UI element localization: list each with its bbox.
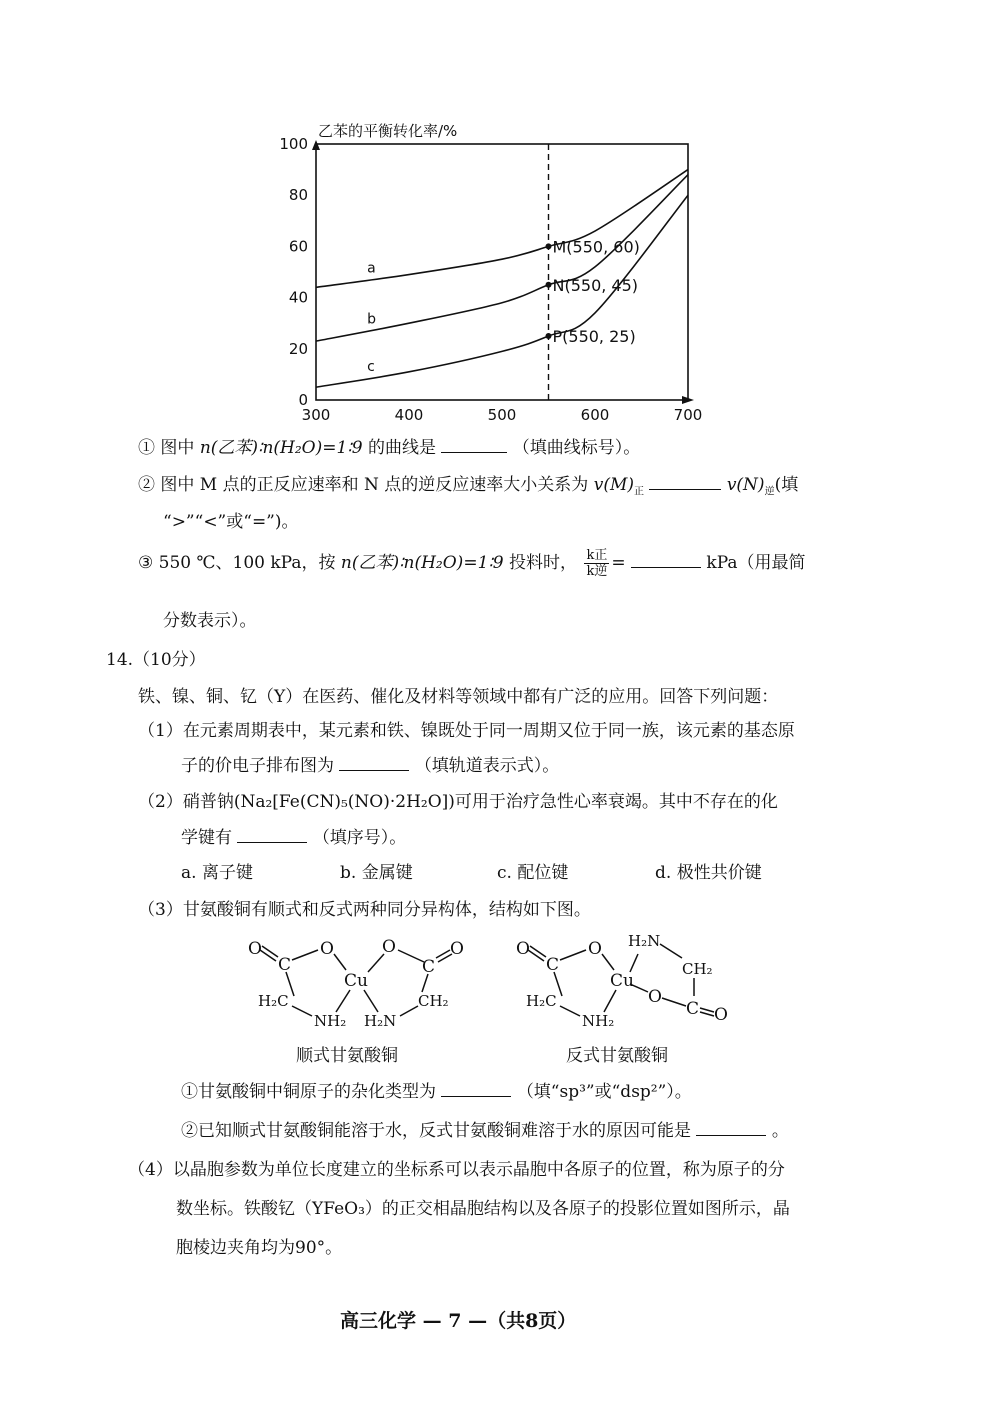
q13-part3-post: 投料时， [509, 553, 578, 573]
atom-Cu: Cu [344, 971, 368, 991]
atom-O: O [714, 1005, 728, 1025]
option-b: b. 金属键 [340, 863, 413, 883]
equals-sign: = [611, 553, 626, 573]
q14-s3-q2-post: 。 [771, 1121, 789, 1141]
y-tick-label: 100 [279, 135, 308, 153]
k-forward: k正 [586, 548, 608, 563]
x-tick-label: 400 [394, 406, 424, 424]
atom-O: O [320, 939, 334, 959]
y-tick-label: 0 [298, 391, 308, 409]
x-tick-label: 700 [673, 406, 703, 424]
q14-s3-q1 [181, 1077, 692, 1102]
q13-part3-pre: ③ 550 ℃、100 kPa，按 [138, 553, 336, 573]
y-tick-label: 40 [288, 288, 308, 307]
atom-C: C [686, 999, 700, 1019]
atom-C: C [422, 957, 436, 977]
q13-part1-ratio: n(乙苯)∶n(H₂O)=1∶9 [199, 438, 363, 458]
atom-O: O [516, 939, 530, 959]
q13-part2-tail: (填 [774, 475, 799, 495]
atom-O: O [382, 937, 396, 957]
point-label: M(550, 60) [552, 237, 640, 257]
q14-s4-line1: （4）以晶胞参数为单位长度建立的坐标系可以表示晶胞中各原子的位置，称为原子的分 [128, 1160, 785, 1180]
series-label-a: a [367, 260, 376, 277]
atom-C: C [546, 955, 560, 975]
k-reverse: k逆 [586, 564, 608, 579]
q14-s2-line2-pre: 学键有 [181, 828, 232, 848]
answer-blank[interactable] [339, 770, 409, 771]
option-a: a. 离子键 [181, 863, 253, 883]
cis-caption: 顺式甘氨酸铜 [296, 1046, 398, 1066]
q14-s3-q2 [181, 1116, 789, 1141]
atom-CH2: CH₂ [418, 992, 449, 1010]
conversion-chart [270, 112, 710, 434]
atom-CH2: CH₂ [682, 960, 713, 978]
atom-O: O [248, 939, 262, 959]
answer-blank[interactable] [441, 1096, 511, 1097]
point-label: P(550, 25) [552, 327, 636, 346]
option-d: d. 极性共价键 [655, 863, 762, 883]
q14-s3-line1: （3）甘氨酸铜有顺式和反式两种同分异构体，结构如下图。 [138, 900, 591, 920]
atom-H2N: H₂N [364, 1012, 397, 1030]
atom-C: C [278, 955, 292, 975]
q13-part1-pre: ① 图中 [138, 438, 195, 458]
y-tick-label: 60 [288, 237, 308, 256]
q14-header: 14.（10分） [106, 650, 206, 670]
q14-intro: 铁、镍、铜、钇（Y）在医药、催化及材料等领域中都有广泛的应用。回答下列问题： [138, 687, 779, 707]
answer-blank[interactable] [441, 452, 507, 453]
data-point [546, 282, 552, 288]
y-axis-arrow [312, 140, 320, 150]
q13-part3-line2: 分数表示）。 [163, 611, 257, 631]
q14-s2-line2-post: （填序号）。 [312, 828, 407, 848]
q14-s1-line2 [181, 751, 559, 776]
answer-blank[interactable] [696, 1135, 766, 1136]
q13-part1-post: 的曲线是 [367, 438, 436, 458]
q14-s3-q2-pre: ②已知顺式甘氨酸铜能溶于水，反式甘氨酸铜难溶于水的原因可能是 [181, 1121, 691, 1141]
x-tick-label: 600 [580, 406, 610, 424]
atom-H2C: H₂C [526, 992, 557, 1010]
x-tick-label: 500 [487, 406, 517, 424]
q13-part1-tail: （填曲线标号）。 [512, 438, 641, 458]
q14-s1-line2-pre: 子的价电子排布图为 [181, 756, 334, 776]
data-point [546, 333, 552, 339]
rate-sub-ni: 逆 [764, 486, 775, 498]
atom-O: O [450, 939, 464, 959]
q13-part2-pre: ② 图中 M 点的正反应速率和 N 点的逆反应速率大小关系为 [138, 475, 589, 495]
q13-part2 [138, 470, 798, 497]
atom-NH2: NH₂ [582, 1012, 615, 1030]
atom-O: O [648, 987, 662, 1007]
q14-s3-q1-pre: ①甘氨酸铜中铜原子的杂化类型为 [181, 1082, 436, 1102]
series-label-b: b [367, 311, 377, 328]
atom-NH2: NH₂ [314, 1012, 347, 1030]
option-c: c. 配位键 [497, 863, 569, 883]
q13-part2-line2: “>”“<”或“=”)。 [163, 512, 299, 532]
series-label-c: c [367, 358, 375, 375]
atom-O: O [588, 939, 602, 959]
q14-s1-line1: （1）在元素周期表中，某元素和铁、镍既处于同一周期又位于同一族，该元素的基态原 [138, 721, 795, 741]
rate-vn: v(N) [726, 475, 765, 495]
x-tick-label: 300 [301, 406, 331, 424]
answer-blank[interactable] [631, 567, 701, 568]
q14-s2-line2 [181, 823, 406, 848]
q14-s1-line2-post: （填轨道表示式）。 [414, 756, 560, 776]
trans-caption: 反式甘氨酸铜 [566, 1046, 668, 1066]
q13-part3-ratio: n(乙苯)∶n(H₂O)=1∶9 [340, 553, 504, 573]
rate-sub-zheng: 正 [634, 486, 644, 498]
q14-s4-line3: 胞棱边夹角均为90°。 [176, 1238, 343, 1258]
atom-H2N: H₂N [628, 932, 661, 950]
atom-H2C: H₂C [258, 992, 289, 1010]
page-footer: 高三化学 — 7 —（共8页） [340, 1310, 577, 1332]
q14-s4-line2: 数坐标。铁酸钇（YFeO₃）的正交相晶胞结构以及各原子的投影位置如图所示，晶 [176, 1199, 790, 1219]
y-tick-label: 20 [288, 339, 308, 358]
trans-glycinate-structure [510, 930, 740, 1030]
q13-part1 [138, 433, 640, 458]
y-tick-label: 80 [288, 186, 308, 205]
y-axis-label: 乙苯的平衡转化率/% [318, 122, 458, 140]
rate-vm: v(M) [593, 475, 634, 495]
cis-glycinate-structure [242, 930, 472, 1030]
point-label: N(550, 45) [552, 275, 639, 295]
q13-part3 [138, 548, 806, 579]
q14-s3-q1-post: （填“sp³”或“dsp²”）。 [516, 1082, 692, 1102]
q13-part3-tail: kPa（用最简 [706, 553, 806, 573]
q14-s2-line1: （2）硝普钠(Na₂[Fe(CN)₅(NO)·2H₂O])可用于治疗急性心率衰竭。其中不存在的化 [138, 792, 778, 812]
atom-Cu: Cu [610, 971, 634, 991]
answer-blank[interactable] [649, 489, 721, 490]
k-ratio-fraction [584, 548, 609, 579]
data-point [546, 243, 552, 249]
answer-blank[interactable] [237, 842, 307, 843]
